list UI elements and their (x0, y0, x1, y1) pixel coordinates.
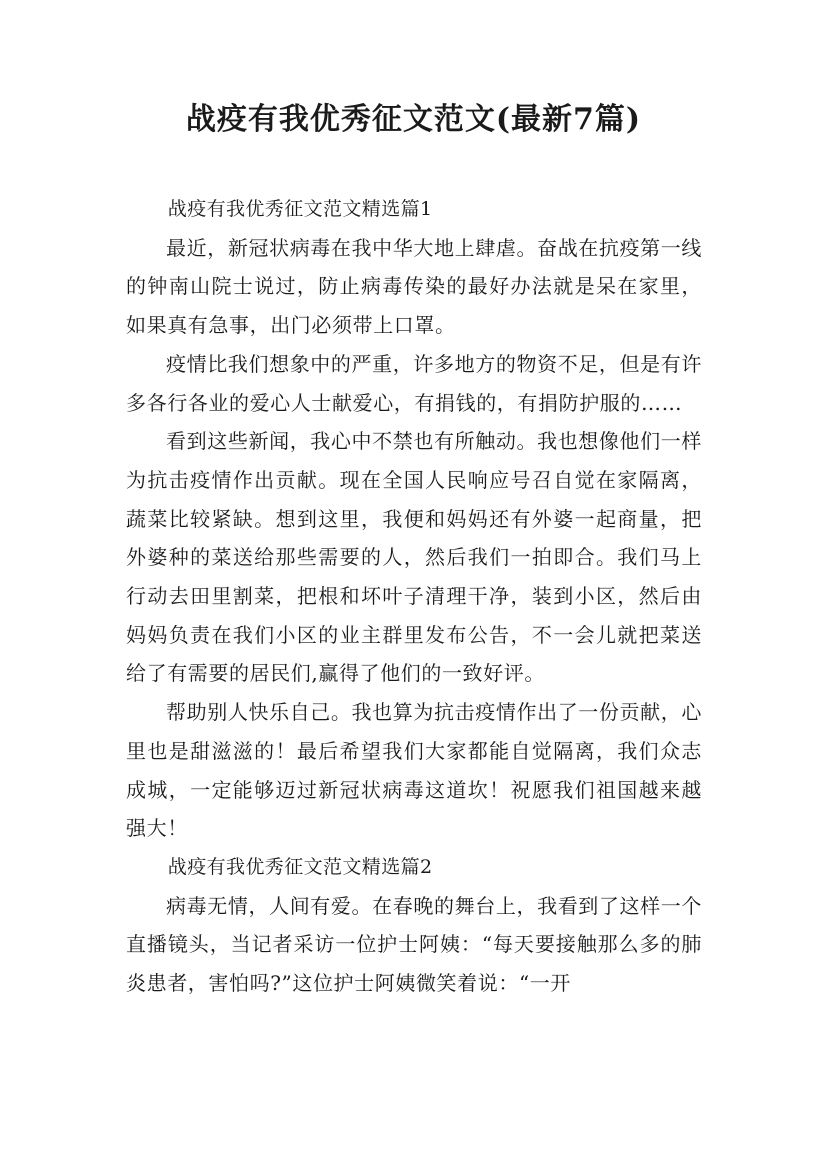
paragraph: 帮助别人快乐自己。我也算为抗击疫情作出了一份贡献，心里也是甜滋滋的！最后希望我们大家都能自觉隔离，我们众志成城，一定能够迈过新冠状病毒这道坎！祝愿我们祖国越来越强大！ (126, 700, 702, 841)
paragraph: 看到这些新闻，我心中不禁也有所触动。我也想像他们一样为抗击疫情作出贡献。现在全国人民响应号召自觉在家隔离，蔬菜比较紧缺。想到这里，我便和妈妈还有外婆一起商量，把外婆种的菜送给那些需要的人，然后我们一拍即合。我们马上行动去田里割菜，把根和坏叶子清理干净，装到小区，然后由妈妈负责在我们小区的业主群里发布公告，不一会儿就把菜送给了有需要的居民们,赢得了他们的一致好评。 (126, 429, 702, 686)
section-heading: 战疫有我优秀征文范文精选篇1 (167, 198, 433, 220)
paragraph: 病毒无情，人间有爱。在春晚的舞台上，我看到了这样一个直播镜头，当记者采访一位护士阿姨：“每天要接触那么多的肺炎患者，害怕吗?”这位护士阿姨微笑着说：“一开 (126, 893, 702, 996)
paragraph: 最近，新冠状病毒在我中华大地上肆虐。奋战在抗疫第一线的钟南山院士说过，防止病毒传染的最好办法就是呆在家里，如果真有急事，出门必须带上口罩。 (126, 235, 702, 338)
document-body (126, 190, 702, 1003)
document-title: 战疫有我优秀征文范文(最新7篇) (185, 102, 642, 137)
paragraph: 疫情比我们想象中的严重，许多地方的物资不足，但是有许多各行各业的爱心人士献爱心，有捐钱的，有捐防护服的…… (126, 351, 702, 415)
section-heading: 战疫有我优秀征文范文精选篇2 (167, 855, 433, 878)
